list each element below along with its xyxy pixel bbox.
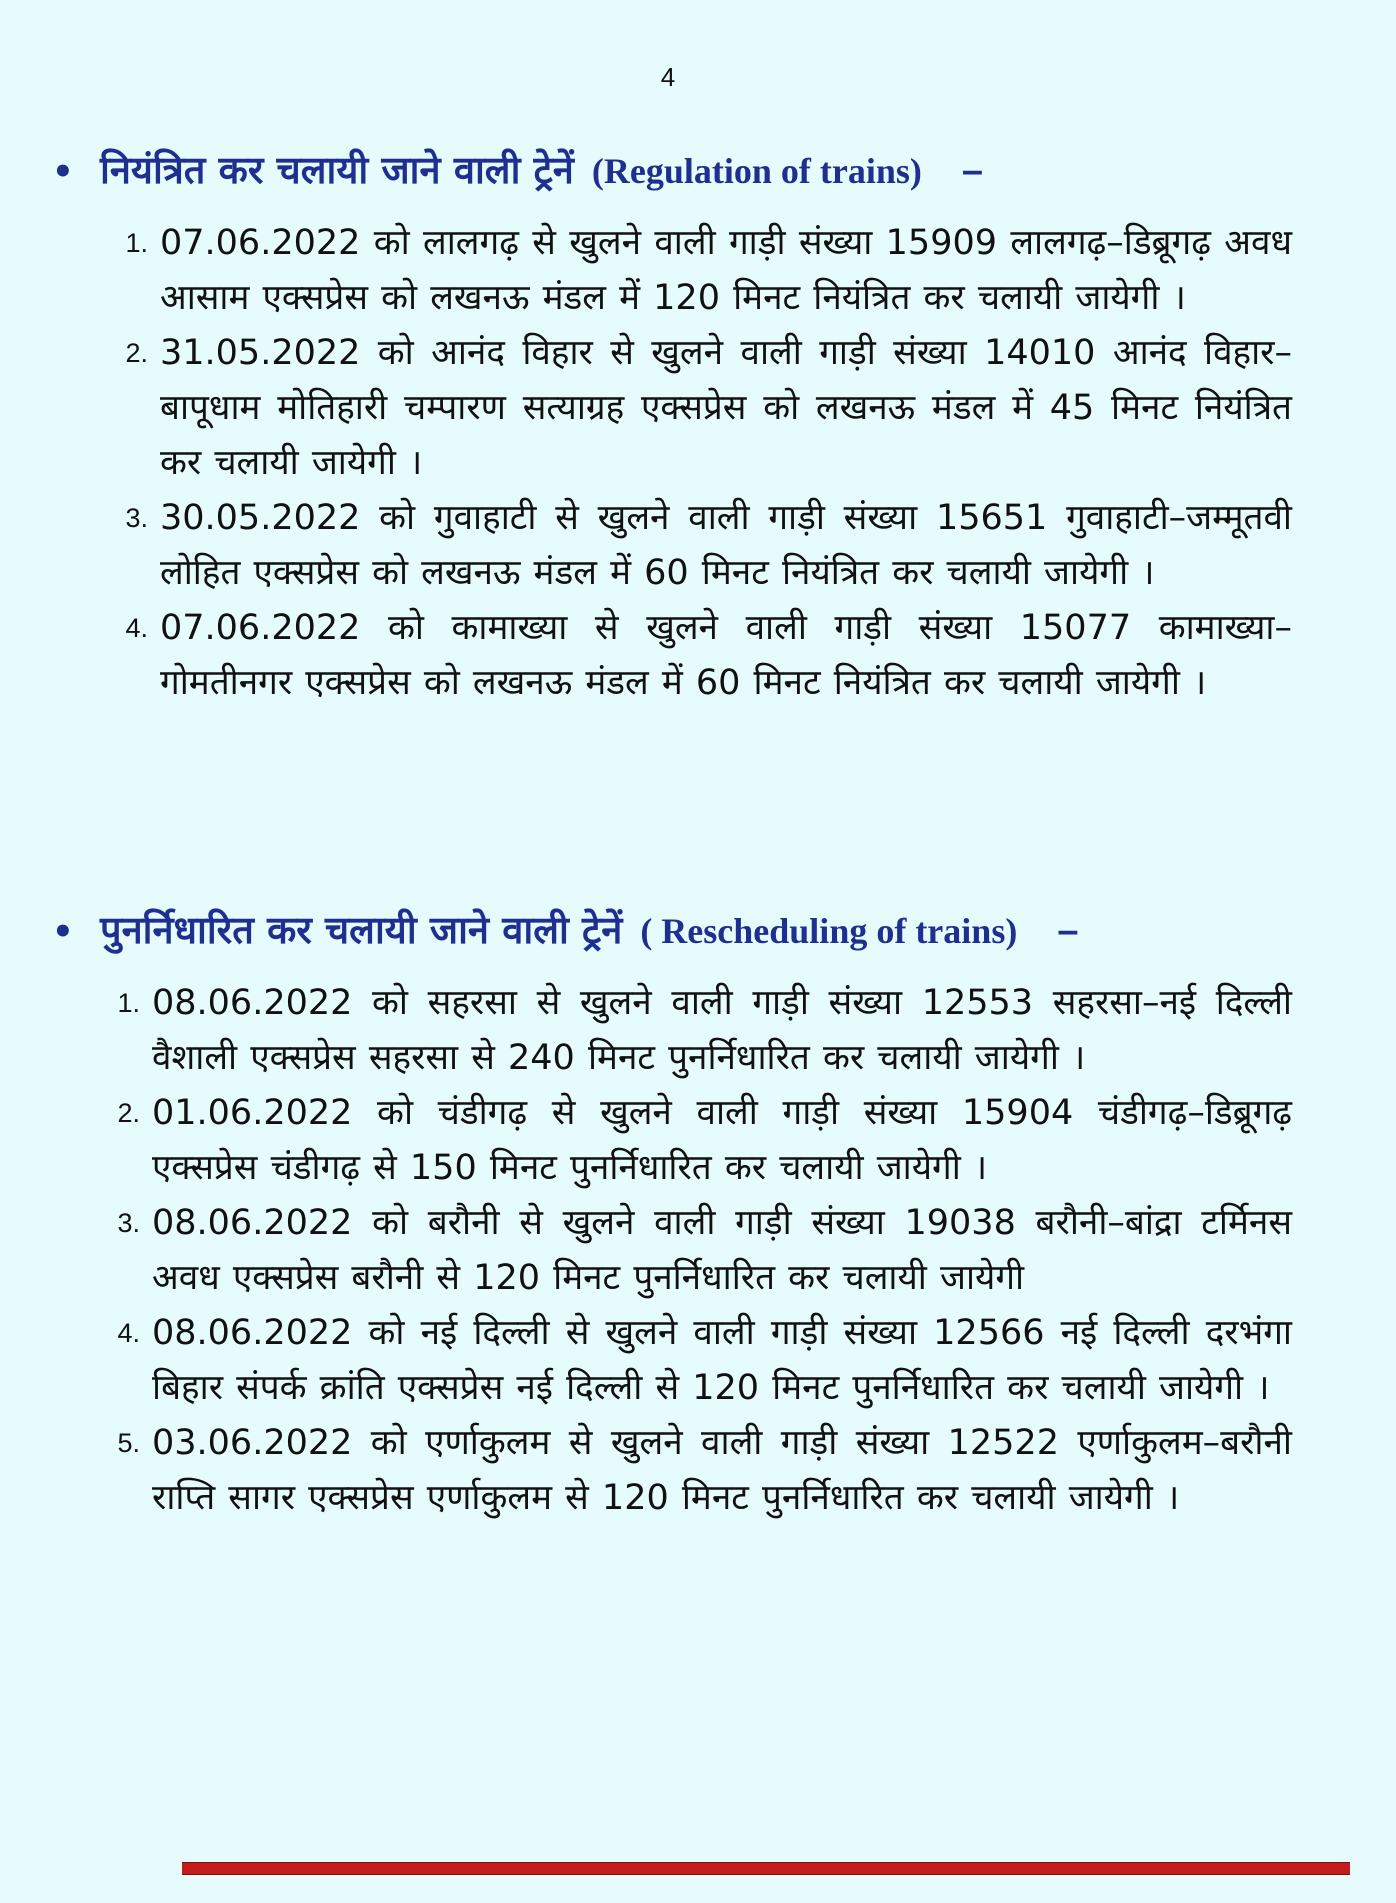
section-rescheduling-of-trains bbox=[52, 900, 1292, 1526]
item-text: 08.06.2022 को सहरसा से खुलने वाली गाड़ी संख्या 12553 सहरसा–नई दिल्ली वैशाली एक्सप्रेस सहरसा से 240 मिनट पुनर्निधारित कर चलायी जायेगी । bbox=[152, 983, 1292, 1078]
item-number: 4. bbox=[125, 613, 148, 643]
list-item bbox=[52, 491, 1292, 601]
item-text: 03.06.2022 को एर्णाकुलम से खुलने वाली गाड़ी संख्या 12522 एर्णाकुलम–बरौनी राप्ति सागर एक्सप्रेस एर्णाकुलम से 120 मिनट पुनर्निधारित कर चलायी जायेगी । bbox=[152, 1423, 1292, 1518]
section-heading bbox=[52, 900, 1292, 960]
bullet-icon: • bbox=[52, 152, 74, 192]
item-number: 2. bbox=[125, 338, 148, 368]
item-number: 1. bbox=[125, 228, 148, 258]
list-item bbox=[52, 1416, 1292, 1526]
page-number: 4 bbox=[660, 62, 676, 92]
item-number: 3. bbox=[117, 1208, 140, 1238]
item-number: 5. bbox=[117, 1428, 140, 1458]
list-item bbox=[52, 1086, 1292, 1196]
item-number: 2. bbox=[117, 1098, 140, 1128]
item-number: 4. bbox=[117, 1318, 140, 1348]
heading-dash: – bbox=[961, 150, 984, 192]
item-text: 08.06.2022 को बरौनी से खुलने वाली गाड़ी संख्या 19038 बरौनी–बांद्रा टर्मिनस अवध एक्सप्रेस बरौनी से 120 मिनट पुनर्निधारित कर चलायी जायेगी bbox=[152, 1203, 1292, 1298]
item-text: 31.05.2022 को आनंद विहार से खुलने वाली गाड़ी संख्या 14010 आनंद विहार–बापूधाम मोतिहारी चम्पारण सत्याग्रह एक्सप्रेस को लखनऊ मंडल में 45 मिनट नियंत्रित कर चलायी जायेगी । bbox=[160, 333, 1292, 483]
heading-dash: – bbox=[1057, 910, 1079, 952]
item-text: 01.06.2022 को चंडीगढ़ से खुलने वाली गाड़ी संख्या 15904 चंडीगढ़–डिब्रूगढ़ एक्सप्रेस चंडीगढ़ से 150 मिनट पुनर्निधारित कर चलायी जायेगी । bbox=[152, 1093, 1292, 1188]
item-text: 08.06.2022 को नई दिल्ली से खुलने वाली गाड़ी संख्या 12566 नई दिल्ली दरभंगा बिहार संपर्क क्रांति एक्सप्रेस नई दिल्ली से 120 मिनट पुनर्निधारित कर चलायी जायेगी । bbox=[152, 1313, 1292, 1408]
rescheduling-list bbox=[52, 976, 1292, 1526]
regulation-list bbox=[52, 216, 1292, 711]
item-text: 30.05.2022 को गुवाहाटी से खुलने वाली गाड़ी संख्या 15651 गुवाहाटी–जम्मूतवी लोहित एक्सप्रेस को लखनऊ मंडल में 60 मिनट नियंत्रित कर चलायी जायेगी । bbox=[160, 498, 1292, 593]
footer-divider bbox=[182, 1862, 1350, 1875]
heading-english: (Regulation of trains) bbox=[591, 151, 922, 191]
list-item bbox=[52, 601, 1292, 711]
list-item bbox=[52, 1196, 1292, 1306]
heading-hindi: नियंत्रित कर चलायी जाने वाली ट्रेनें bbox=[100, 148, 574, 192]
list-item bbox=[52, 1306, 1292, 1416]
item-number: 1. bbox=[117, 988, 140, 1018]
list-item bbox=[52, 976, 1292, 1086]
item-text: 07.06.2022 को कामाख्या से खुलने वाली गाड़ी संख्या 15077 कामाख्या–गोमतीनगर एक्सप्रेस को लखनऊ मंडल में 60 मिनट नियंत्रित कर चलायी जायेगी । bbox=[160, 608, 1292, 703]
list-item bbox=[52, 326, 1292, 491]
section-regulation-of-trains bbox=[52, 140, 1292, 711]
list-item bbox=[52, 216, 1292, 326]
item-text: 07.06.2022 को लालगढ़ से खुलने वाली गाड़ी संख्या 15909 लालगढ़–डिब्रूगढ़ अवध आसाम एक्सप्रेस को लखनऊ मंडल में 120 मिनट नियंत्रित कर चलायी जायेगी । bbox=[160, 223, 1292, 318]
bullet-icon: • bbox=[52, 912, 74, 952]
section-heading bbox=[52, 140, 1292, 200]
item-number: 3. bbox=[125, 503, 148, 533]
heading-hindi: पुनर्निधारित कर चलायी जाने वाली ट्रेनें bbox=[100, 908, 623, 952]
heading-english: ( Rescheduling of trains) bbox=[640, 911, 1018, 951]
